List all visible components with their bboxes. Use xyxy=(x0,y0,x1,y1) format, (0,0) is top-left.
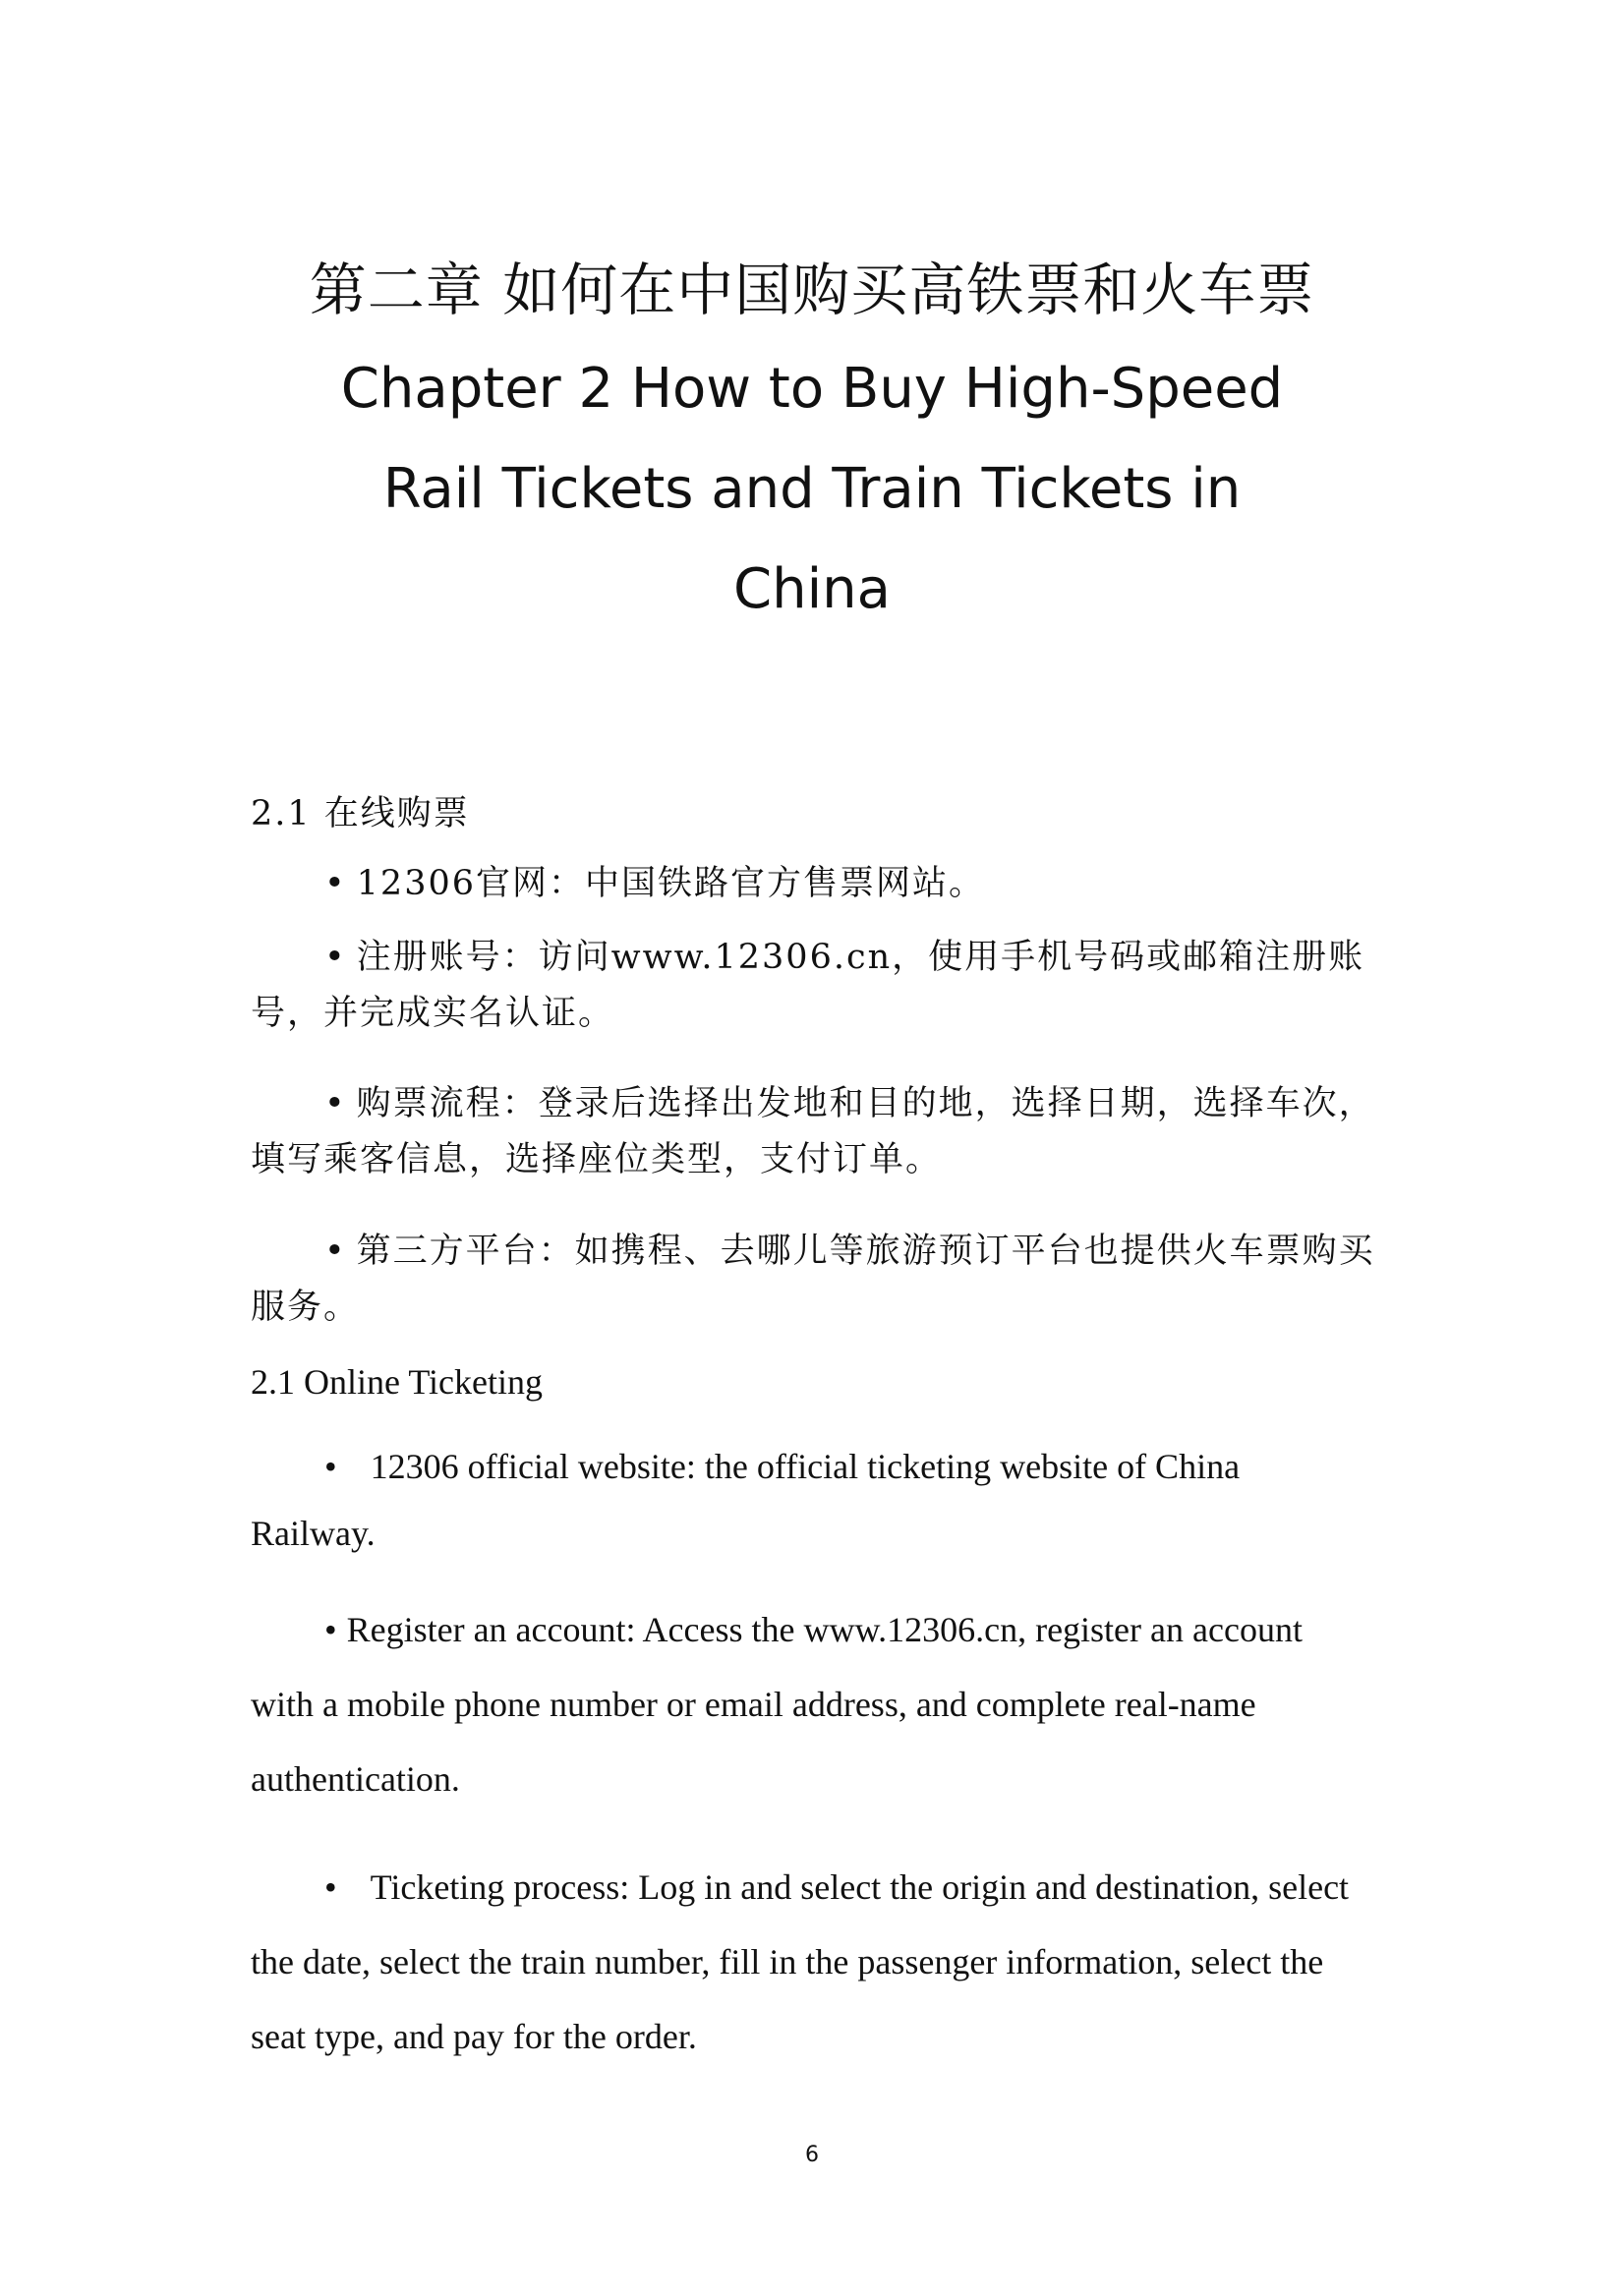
page-number: 6 xyxy=(805,2143,819,2167)
list-item-zh-2: • 注册账号：访问www.12306.cn，使用手机号码或邮箱注册账号，并完成实名认证。 xyxy=(251,938,1365,1033)
section-heading-en: 2.1 Online Ticketing xyxy=(251,1362,544,1402)
bullet-icon: • xyxy=(324,1610,337,1649)
list-item-en-2: • Register an account: Access the www.12306.cn, register an account with a mobile phone number or email address, and complete real-name authentication. xyxy=(251,1610,1303,1799)
section-heading-zh: 2.1 在线购票 xyxy=(251,794,470,833)
list-item-zh-1: • 12306官网：中国铁路官方售票网站。 xyxy=(324,864,985,903)
bullet-icon: • xyxy=(324,864,347,903)
chapter-title-en-line3: China xyxy=(733,557,891,621)
bullet-icon: • xyxy=(324,1447,337,1486)
list-item-en-1: • 12306 official website: the official ticketing website of China Railway. xyxy=(251,1447,1241,1553)
bullet-icon: • xyxy=(324,938,347,977)
list-item-zh-3: • 购票流程：登录后选择出发地和目的地，选择日期，选择车次，填写乘客信息，选择座位类型，支付订单。 xyxy=(251,1084,1375,1179)
list-item-en-3: • Ticketing process: Log in and select the origin and destination, select the date, select the train number, fill in the passenger information, select the seat type, and pay for the order. xyxy=(251,1867,1350,2056)
bullet-icon: • xyxy=(324,1084,347,1123)
bullet-icon: • xyxy=(324,1232,347,1271)
chapter-title-zh: 第二章 如何在中国购买高铁票和火车票 xyxy=(309,257,1315,323)
chapter-title-en-line1: Chapter 2 How to Buy High-Speed xyxy=(340,357,1284,421)
bullet-icon: • xyxy=(324,1867,337,1907)
list-item-zh-4: • 第三方平台：如携程、去哪儿等旅游预订平台也提供火车票购买服务。 xyxy=(251,1232,1375,1327)
chapter-title-en-line2: Rail Tickets and Train Tickets in xyxy=(382,457,1242,521)
